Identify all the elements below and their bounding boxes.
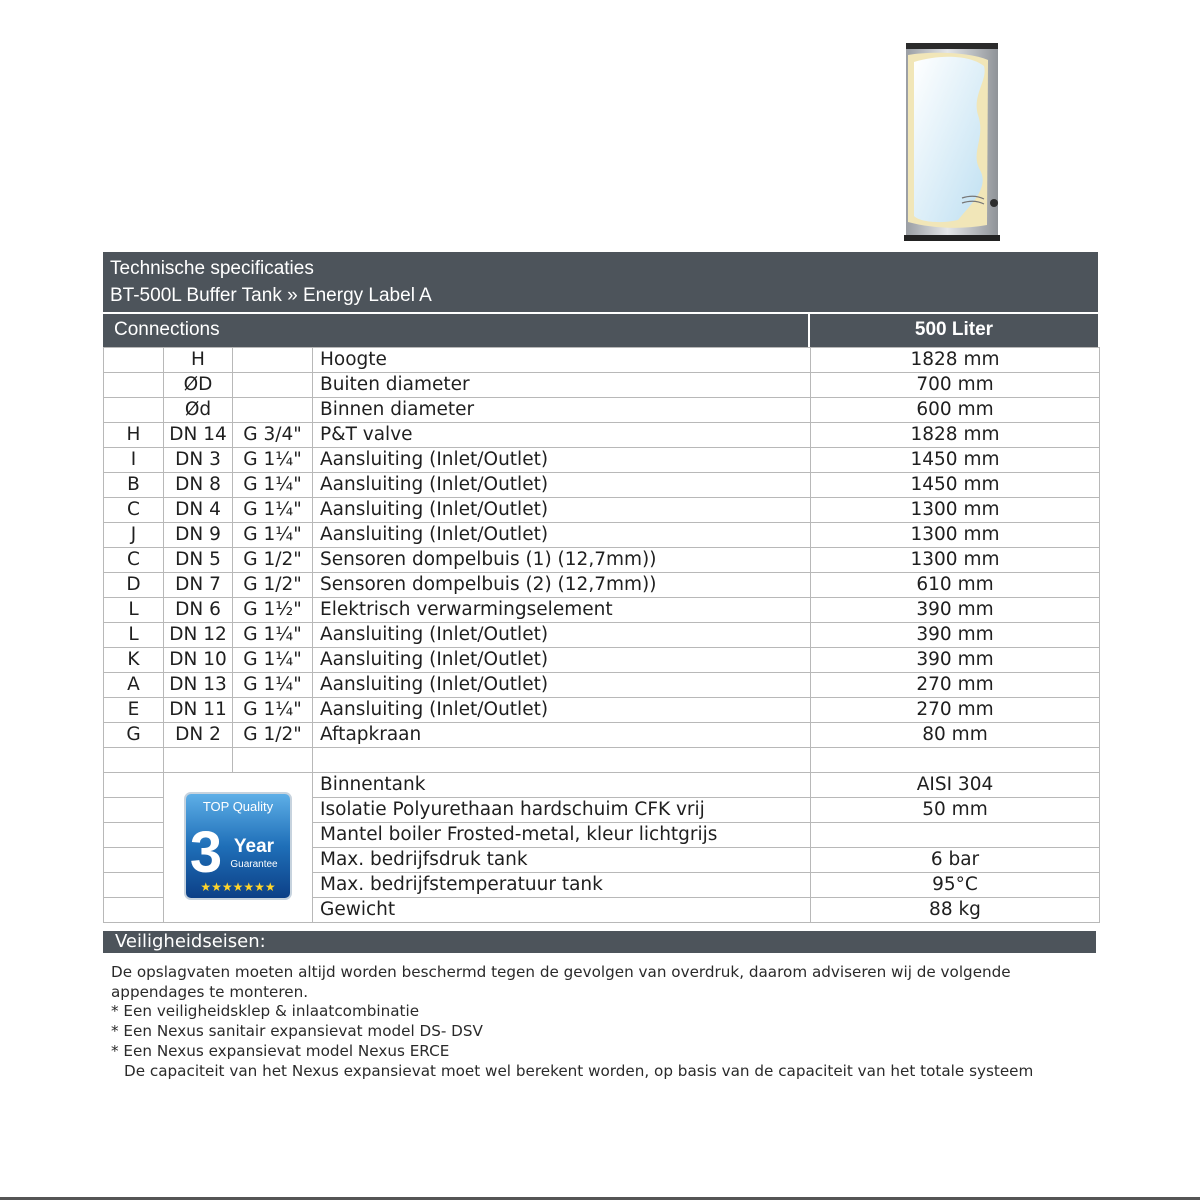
connections-header [103, 314, 1098, 347]
row-description [313, 748, 811, 773]
thread-size: G 1¼" [233, 498, 313, 523]
thread-size: G 1¼" [233, 473, 313, 498]
row-description: Aansluiting (Inlet/Outlet) [313, 498, 811, 523]
empty-cell [104, 823, 164, 848]
empty-cell [104, 873, 164, 898]
badge-sub: Guarantee [230, 859, 278, 870]
spec-value: 95°C [811, 873, 1100, 898]
row-description: Aansluiting (Inlet/Outlet) [313, 673, 811, 698]
spec-description: Isolatie Polyurethaan hardschuim CFK vrij [313, 798, 811, 823]
row-value: 80 mm [811, 723, 1100, 748]
thread-size: G 1/2" [233, 723, 313, 748]
spec-subtitle: BT-500L Buffer Tank » Energy Label A [110, 285, 432, 306]
connection-code [104, 348, 164, 373]
connection-code: I [104, 448, 164, 473]
row-value: 1300 mm [811, 498, 1100, 523]
guarantee-badge [182, 790, 294, 902]
badge-stars: ★★★★★★★ [200, 880, 276, 894]
table-row [104, 573, 1100, 598]
connection-code [104, 748, 164, 773]
table-row [104, 398, 1100, 423]
empty-cell [104, 848, 164, 873]
table-row [104, 348, 1100, 373]
row-description: Aansluiting (Inlet/Outlet) [313, 698, 811, 723]
thread-size [233, 373, 313, 398]
table-row [104, 598, 1100, 623]
spec-title: Technische specificaties [110, 258, 314, 279]
table-row [104, 373, 1100, 398]
row-value: 1828 mm [811, 348, 1100, 373]
dn-size: DN 13 [164, 673, 233, 698]
table-row [104, 748, 1100, 773]
row-description: Elektrisch verwarmingselement [313, 598, 811, 623]
connection-code: L [104, 598, 164, 623]
thread-size: G 1/2" [233, 573, 313, 598]
row-value: 1450 mm [811, 448, 1100, 473]
row-description: Aansluiting (Inlet/Outlet) [313, 648, 811, 673]
thread-size: G 1½" [233, 598, 313, 623]
capacity-label: 500 Liter [914, 319, 994, 340]
dn-size: Ød [164, 398, 233, 423]
row-description: Sensoren dompelbuis (1) (12,7mm)) [313, 548, 811, 573]
thread-size: G 3/4" [233, 423, 313, 448]
dn-size: DN 11 [164, 698, 233, 723]
spec-description: Gewicht [313, 898, 811, 923]
spec-description: Mantel boiler Frosted-metal, kleur lichtgrijs [313, 823, 811, 848]
spec-header [103, 252, 1098, 312]
thread-size [233, 398, 313, 423]
row-value [811, 748, 1100, 773]
thread-size: G 1/2" [233, 548, 313, 573]
dn-size: DN 5 [164, 548, 233, 573]
row-value: 390 mm [811, 623, 1100, 648]
connection-code [104, 373, 164, 398]
thread-size: G 1¼" [233, 673, 313, 698]
table-row [104, 548, 1100, 573]
row-description: Binnen diameter [313, 398, 811, 423]
connection-code: C [104, 548, 164, 573]
badge-number: 3 [189, 820, 223, 885]
spec-value [811, 823, 1100, 848]
dn-size: DN 8 [164, 473, 233, 498]
row-value: 1300 mm [811, 523, 1100, 548]
row-description: Aansluiting (Inlet/Outlet) [313, 448, 811, 473]
note-line: * Een veiligheidsklep & inlaatcombinatie [111, 1002, 420, 1021]
row-value: 600 mm [811, 398, 1100, 423]
dn-size: DN 6 [164, 598, 233, 623]
table-row [104, 623, 1100, 648]
dn-size: DN 7 [164, 573, 233, 598]
empty-cell [104, 798, 164, 823]
row-value: 270 mm [811, 698, 1100, 723]
spec-value: AISI 304 [811, 773, 1100, 798]
connection-code: G [104, 723, 164, 748]
spec-value: 50 mm [811, 798, 1100, 823]
connection-code: C [104, 498, 164, 523]
guarantee-badge-cell [164, 773, 313, 923]
row-value: 270 mm [811, 673, 1100, 698]
note-line: * Een Nexus expansievat model Nexus ERCE [111, 1041, 450, 1060]
dn-size: DN 9 [164, 523, 233, 548]
spec-value: 88 kg [811, 898, 1100, 923]
thread-size: G 1¼" [233, 623, 313, 648]
empty-cell [104, 773, 164, 798]
row-value: 610 mm [811, 573, 1100, 598]
row-description: Hoogte [313, 348, 811, 373]
row-value: 700 mm [811, 373, 1100, 398]
note-line: De opslagvaten moeten altijd worden beschermd tegen de gevolgen van overdruk, daarom adviseren wij de volgende [111, 963, 1011, 981]
dn-size: DN 12 [164, 623, 233, 648]
thread-size: G 1¼" [233, 648, 313, 673]
row-description: Sensoren dompelbuis (2) (12,7mm)) [313, 573, 811, 598]
buffer-tank-image [900, 40, 1010, 245]
empty-cell [104, 898, 164, 923]
row-value: 1450 mm [811, 473, 1100, 498]
row-value: 390 mm [811, 598, 1100, 623]
dn-size: ØD [164, 373, 233, 398]
dn-size: DN 14 [164, 423, 233, 448]
table-row [104, 648, 1100, 673]
row-description: Aansluiting (Inlet/Outlet) [313, 473, 811, 498]
connection-code: D [104, 573, 164, 598]
thread-size: G 1¼" [233, 448, 313, 473]
row-description: Aansluiting (Inlet/Outlet) [313, 623, 811, 648]
table-row [104, 673, 1100, 698]
note-capacity: De capaciteit van het Nexus expansievat moet wel berekent worden, op basis van de capaciteit van het totale systeem [124, 1061, 1034, 1080]
row-value: 1828 mm [811, 423, 1100, 448]
dn-size: DN 3 [164, 448, 233, 473]
table-row [104, 723, 1100, 748]
spec-description: Binnentank [313, 773, 811, 798]
dn-size [164, 748, 233, 773]
spec-row [104, 773, 1100, 798]
spec-value: 6 bar [811, 848, 1100, 873]
table-row [104, 473, 1100, 498]
table-row [104, 523, 1100, 548]
thread-size [233, 748, 313, 773]
dn-size: DN 2 [164, 723, 233, 748]
row-description: Aansluiting (Inlet/Outlet) [313, 523, 811, 548]
connection-code: A [104, 673, 164, 698]
connections-label: Connections [114, 319, 220, 340]
thread-size [233, 348, 313, 373]
row-description: Buiten diameter [313, 373, 811, 398]
spec-description: Max. bedrijfstemperatuur tank [313, 873, 811, 898]
connection-code: B [104, 473, 164, 498]
connection-code: L [104, 623, 164, 648]
thread-size: G 1¼" [233, 698, 313, 723]
dn-size: DN 10 [164, 648, 233, 673]
dn-size: H [164, 348, 233, 373]
badge-top: TOP Quality [202, 799, 274, 814]
safety-notes [111, 963, 1091, 1081]
badge-word: Year [233, 836, 275, 857]
connection-code [104, 398, 164, 423]
note-line: * Een Nexus sanitair expansievat model DS- DSV [111, 1022, 483, 1041]
row-value: 390 mm [811, 648, 1100, 673]
note-line: appendages te monteren. [111, 982, 309, 1001]
thread-size: G 1¼" [233, 523, 313, 548]
connection-code: H [104, 423, 164, 448]
table-row [104, 698, 1100, 723]
safety-bar: Veiligheidseisen: [103, 931, 1096, 953]
table-row [104, 423, 1100, 448]
table-row [104, 498, 1100, 523]
row-description: Aftapkraan [313, 723, 811, 748]
table-row [104, 448, 1100, 473]
row-value: 1300 mm [811, 548, 1100, 573]
spec-description: Max. bedrijfsdruk tank [313, 848, 811, 873]
connection-code: J [104, 523, 164, 548]
connection-code: K [104, 648, 164, 673]
spec-table [103, 347, 1100, 923]
connection-code: E [104, 698, 164, 723]
dn-size: DN 4 [164, 498, 233, 523]
row-description: P&T valve [313, 423, 811, 448]
